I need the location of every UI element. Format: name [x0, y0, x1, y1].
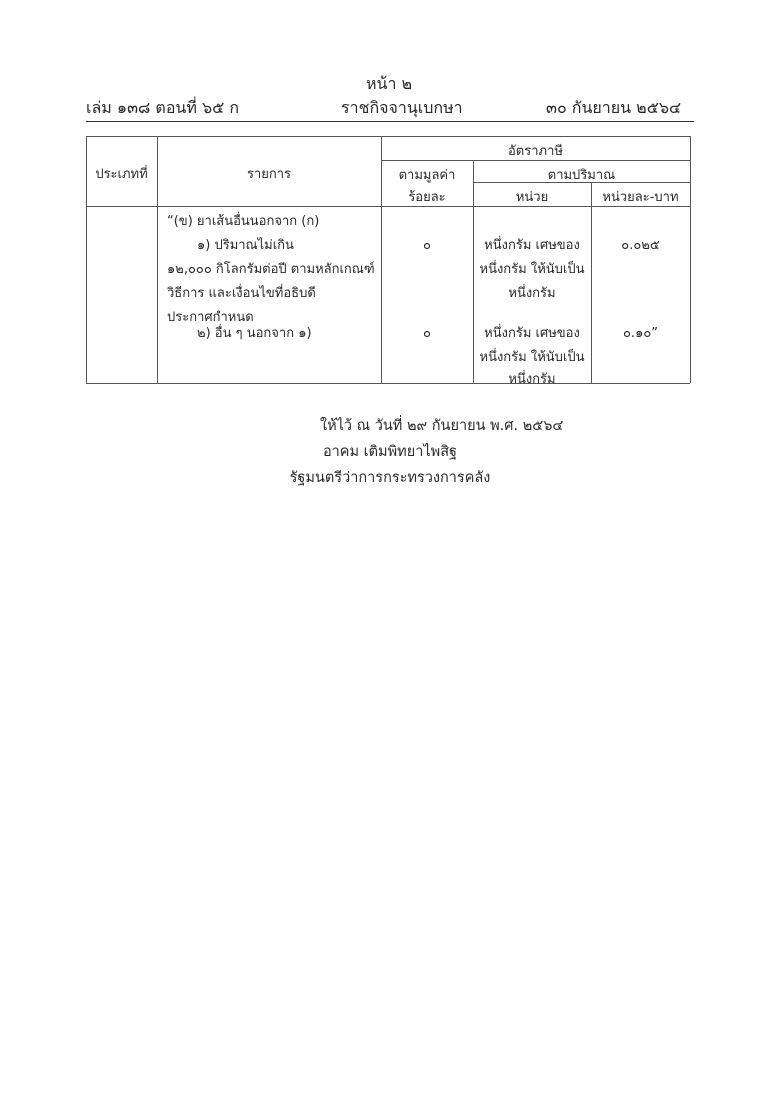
header-tax-rate: อัตราภาษี	[508, 144, 563, 159]
item2-unit-rate: ๐.๑๐”	[623, 326, 658, 341]
given-on-date: ให้ไว้ ณ วันที่ ๒๙ กันยายน พ.ศ. ๒๕๖๔	[320, 418, 564, 434]
item1-unit: หนึ่งกรัม ให้นับเป็น	[479, 262, 585, 277]
publication-date: ๓๐ กันยายน ๒๕๖๔	[546, 98, 682, 117]
header-type: ประเภทที่	[95, 167, 148, 182]
signatory-position: รัฐมนตรีว่าการกระทรวงการคลัง	[289, 470, 491, 486]
item2-unit: หนึ่งกรัม ให้นับเป็น	[479, 350, 585, 365]
volume-issue: เล่ม ๑๓๘ ตอนที่ ๖๕ ก	[86, 98, 240, 117]
item1-line: วิธีการ และเงื่อนไขที่อธิบดี	[167, 286, 316, 301]
signatory-name: อาคม เติมพิทยาไพสิฐ	[322, 444, 458, 460]
col-border	[591, 182, 592, 383]
item1-line: ประกาศกำหนด	[167, 310, 254, 325]
table-top-border	[86, 136, 690, 137]
header-by-quantity: ตามปริมาณ	[547, 168, 616, 183]
col-border	[690, 136, 691, 383]
item1-line: ๑) ปริมาณไม่เกิน	[197, 238, 294, 253]
header-by-value: ตามมูลค่า	[398, 168, 456, 183]
item1-unit: หนึ่งกรัม เศษของ	[484, 238, 580, 253]
table-bottom-border	[86, 383, 690, 384]
item1-unit: หนึ่งกรัม	[508, 286, 556, 301]
header-unit-rate: หน่วยละ-บาท	[602, 190, 679, 205]
header-item: รายการ	[246, 167, 292, 182]
item2-unit: หนึ่งกรัม เศษของ	[484, 326, 580, 341]
page-number: หน้า ๒	[366, 74, 413, 93]
gazette-title: ราชกิจจานุเบกษา	[341, 98, 463, 117]
header-unit: หน่วย	[515, 190, 549, 205]
item2-unit: หนึ่งกรัม	[508, 372, 556, 387]
item2-value-rate: ๐	[423, 326, 431, 341]
item1-unit-rate: ๐.๐๒๕	[621, 238, 660, 253]
row-title: “(ข) ยาเส้นอื่นนอกจาก (ก)	[167, 214, 320, 229]
item1-value-rate: ๐	[423, 238, 431, 253]
item2-line: ๒) อื่น ๆ นอกจาก ๑)	[197, 326, 312, 341]
header-by-value-percent: ร้อยละ	[408, 190, 446, 205]
header-rule	[86, 121, 694, 122]
item1-line: ๑๒,๐๐๐ กิโลกรัมต่อปี ตามหลักเกณฑ์	[167, 262, 375, 277]
